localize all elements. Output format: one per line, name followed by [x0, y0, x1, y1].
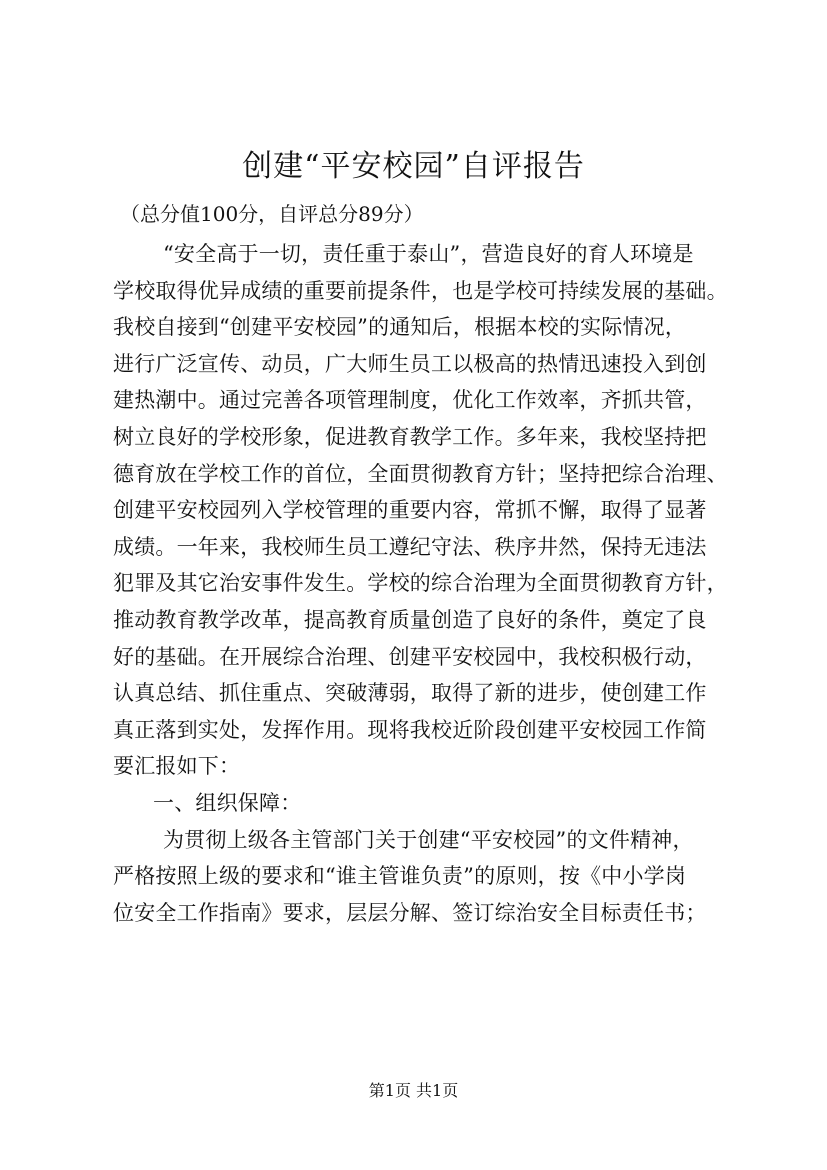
paragraph-1-line-6: 树立良好的学校形象，促进教育教学工作。多年来，我校坚持把 [113, 424, 707, 449]
paragraph-2-line-3: 位安全工作指南》要求，层层分解、签订综治安全目标责任书； [113, 900, 707, 925]
document-body [113, 236, 733, 931]
section-heading: 一、组织保障： [153, 790, 302, 815]
paragraph-1-line-3: 我校自接到“创建平安校园”的通知后，根据本校的实际情况， [113, 315, 687, 340]
paragraph-2-line-1: 为贯彻上级各主管部门关于创建“平安校园”的文件精神， [163, 827, 694, 852]
paragraph-1-line-4: 进行广泛宣传、动员，广大师生员工以极高的热情迅速投入到创 [113, 351, 707, 376]
paragraph-1-line-2: 学校取得优异成绩的重要前提条件，也是学校可持续发展的基础。 [113, 278, 728, 303]
paragraph-1-line-14: 真正落到实处，发挥作用。现将我校近阶段创建平安校园工作简 [113, 717, 707, 742]
paragraph-1-line-8: 创建平安校园列入学校管理的重要内容，常抓不懈，取得了显著 [113, 498, 707, 523]
paragraph-1-line-9: 成绩。一年来，我校师生员工遵纪守法、秩序井然，保持无违法 [113, 534, 707, 559]
paragraph-1-line-12: 好的基础。在开展综合治理、创建平安校园中，我校积极行动， [113, 644, 707, 669]
paragraph-1-line-10: 犯罪及其它治安事件发生。学校的综合治理为全面贯彻教育方针， [113, 571, 728, 596]
paragraph-1-line-5: 建热潮中。通过完善各项管理制度，优化工作效率，齐抓共管， [113, 388, 707, 413]
paragraph-2-line-2: 严格按照上级的要求和“谁主管谁负责”的原则，按《中小学岗 [113, 864, 687, 889]
paragraph-1-line-1: “安全高于一切，责任重于泰山”，营造良好的育人环境是 [163, 242, 694, 266]
document-title: 创建“平安校园”自评报告 [242, 149, 585, 184]
score-note: （总分值100分，自评总分89分） [120, 202, 424, 226]
page-number-footer: 第1页 共1页 [368, 1081, 459, 1100]
paragraph-1-line-13: 认真总结、抓住重点、突破薄弱，取得了新的进步，使创建工作 [113, 681, 707, 706]
paragraph-1-line-15: 要汇报如下： [113, 754, 241, 779]
paragraph-1-line-7: 德育放在学校工作的首位，全面贯彻教育方针；坚持把综合治理、 [113, 461, 728, 486]
paragraph-1-line-11: 推动教育教学改革，提高教育质量创造了良好的条件，奠定了良 [113, 607, 707, 632]
